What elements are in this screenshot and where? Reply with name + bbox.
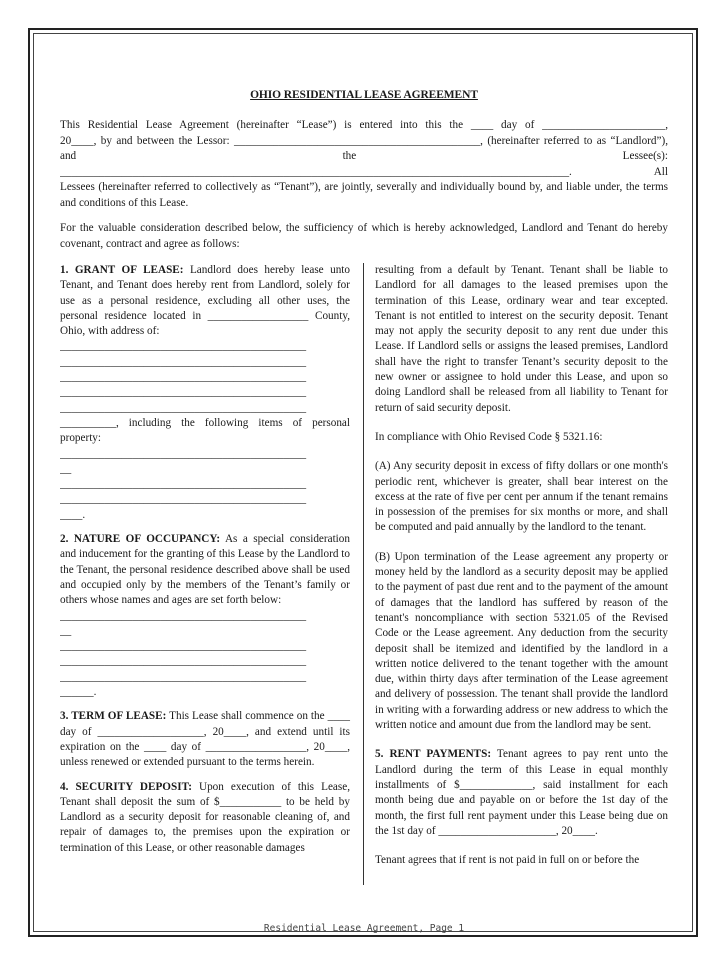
section-5-heading: 5. RENT PAYMENTS: <box>375 748 492 761</box>
intro-lessees: Lessee(s): <box>622 150 668 162</box>
security-deposit-continued: resulting from a default by Tenant. Tenant shall be liable to Landlord for all damages to the leased premises upon the termination of this Lease, ordinary wear and tear excepted. Tenant is not entitled to interest on the security deposit. Tenant may not apply the security deposit to any rent due under this Lease. If Landlord sells or assigns the leased premises, Landlord shall have the right to transfer Tenant’s security deposit to the new owner or assignee to hold under this Lease, and upon so doing Landlord shall be released from all liability to Tenant for return of said security deposit. <box>375 264 668 414</box>
intro-line-4: ___________________________________________________________________________________________. All <box>60 165 668 178</box>
section-5-rent-payments <box>375 747 668 839</box>
address-blank-5: ____________________________________________ <box>60 401 307 414</box>
section-1-grant-of-lease <box>60 263 350 339</box>
section-1-heading: 1. GRANT OF LEASE: <box>60 264 184 276</box>
occupant-blank-3: ____________________________________________ <box>60 640 307 653</box>
section-4-text: Upon execution of this Lease, Tenant shall deposit the sum of $___________ to be held by Landlord as a security deposit for reasonable cleaning of, and repair of damages to, the premises upon the expiration or termination of this Lease, or other reasonable damages <box>60 780 350 854</box>
section-3-heading: 3. TERM OF LEASE: <box>60 710 167 723</box>
intro-paragraph <box>60 118 668 211</box>
section-2-heading: 2. NATURE OF OCCUPANCY: <box>60 533 221 546</box>
code-subsection-b: (B) Upon termination of the Lease agreement any property or money held by the landlord as a security deposit may be applied to the payment of past due rent and to the payment of the amount of damages that the landlord has suffered by reason of the tenant's noncompliance with section 5321.05 of the Revised Code or the Lease agreement. Any deduction from the security deposit shall be itemized and identified by the landlord in a written notice delivered to the tenant together with the amount due, within thirty days after termination of the Lease agreement and delivery of possession. The tenant shall provide the landlord in writing with a forwarding address or new address to which the written notice and amount due from the landlord may be sent. <box>375 550 668 732</box>
code-subsection-a: (A) Any security deposit in excess of fifty dollars or one month's periodic rent, whichever is greater, shall bear interest on the excess at the rate of five per cent per annum if the tenant remains in possession of the premises for six months or more, and shall be computed and paid annually by the landlord to the tenant. <box>375 460 668 534</box>
intro-and: and <box>60 150 77 162</box>
section-1-text: Landlord does hereby lease unto Tenant, and Tenant does hereby rent from Landlord, solely for use as a personal residence, excluding all other uses, the personal residence located in __________________ County, Ohio, with address of: <box>60 264 350 338</box>
section-4-heading: 4. SECURITY DEPOSIT: <box>60 780 192 793</box>
document-title: OHIO RESIDENTIAL LEASE AGREEMENT <box>250 89 478 101</box>
section-2-nature-of-occupancy <box>60 532 350 608</box>
section-2-text: As a special consideration and inducement for the granting of this Lease by the Landlord to the Tenant, the personal residence described above shall be used and occupied only by the members of the Tenant’s family or others whose names and ages are set forth below: <box>60 533 350 607</box>
intro-line-3 <box>60 149 668 165</box>
section-4-security-deposit <box>60 780 350 856</box>
address-blank-3: ____________________________________________ <box>60 371 307 384</box>
occupant-blank-6: ______. <box>60 686 97 699</box>
intro-line-5: Lessees (hereinafter referred to collectively as “Tenant”), are jointly, severally and individually bound by, and liable under, the terms and conditions of this Lease. <box>60 181 668 209</box>
section-5-text: Tenant agrees to pay rent unto the Landlord during the term of this Lease in equal monthly installments of $_____________, said installment for each month being due and payable on or before the 1st day of the month, the first full rent payment under this Lease being due on the 1st day of _____________________, 20____. <box>375 748 668 837</box>
occupant-blank-1: ____________________________________________ <box>60 609 307 622</box>
intro-line-2: 20____, by and between the Lessor: ____________________________________________, (hereinafter referred to as “Landlord”), <box>60 134 668 147</box>
property-blank-1: ____________________________________________ <box>60 447 307 460</box>
late-rent-paragraph: Tenant agrees that if rent is not paid in full on or before the <box>375 854 640 867</box>
occupant-blank-5: ____________________________________________ <box>60 670 307 683</box>
section-3-term-of-lease <box>60 709 350 770</box>
personal-property-line: __________, including the following items of personal property: <box>60 416 350 445</box>
property-blank-2: __ <box>60 462 72 475</box>
occupant-blank-2: __ <box>60 624 72 637</box>
property-blank-4: ____________________________________________ <box>60 493 307 506</box>
ohio-code-reference: In compliance with Ohio Revised Code § 5321.16: <box>375 430 603 443</box>
consideration-paragraph: For the valuable consideration described below, the sufficiency of which is hereby acknowledged, Landlord and Tenant do hereby covenant, contract and agree as follows: <box>60 222 668 250</box>
address-blank-1: ____________________________________________ <box>60 340 307 353</box>
intro-the: the <box>342 150 357 162</box>
page-footer: Residential Lease Agreement, Page 1 <box>263 923 465 934</box>
address-blank-2: ____________________________________________ <box>60 355 307 368</box>
intro-line-1: This Residential Lease Agreement (hereinafter “Lease”) is entered into this the ____ day of ______________________, <box>60 119 668 131</box>
section-3-text: This Lease shall commence on the ____ day of ___________________, 20____, and extend until its expiration on the ____ day of __________________, 20____, unless renewed or extended pursuant to the terms herein. <box>60 710 350 769</box>
column-divider <box>363 263 364 885</box>
address-blank-4: ____________________________________________ <box>60 386 307 399</box>
left-column <box>60 263 350 856</box>
occupant-blank-4: ____________________________________________ <box>60 655 307 668</box>
property-blank-3: ____________________________________________ <box>60 478 307 491</box>
property-blank-5: ____. <box>60 508 86 521</box>
right-column <box>375 263 668 868</box>
